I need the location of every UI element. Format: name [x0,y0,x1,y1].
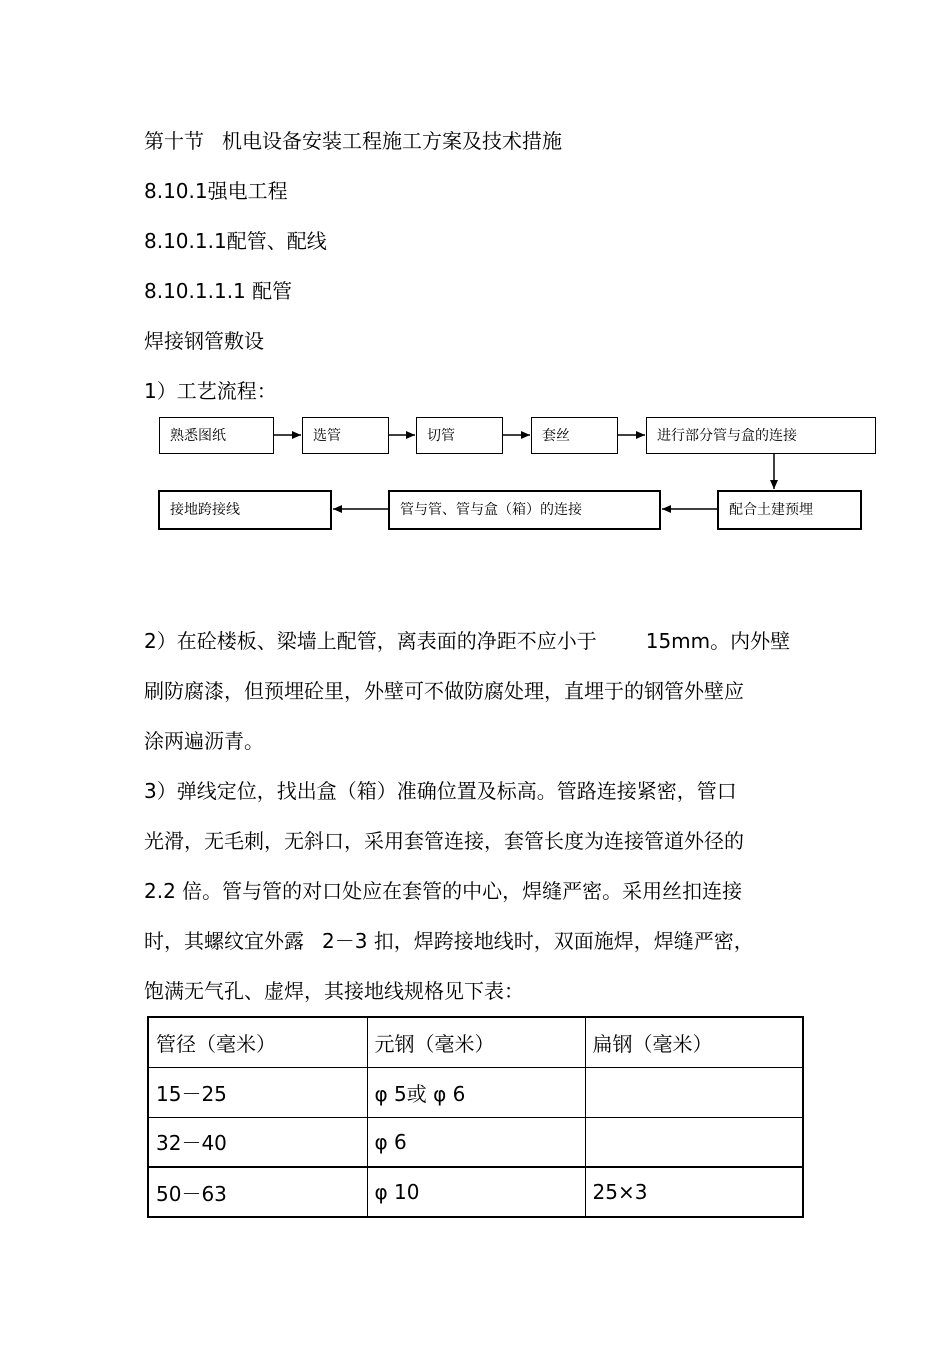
table-cell: 50－63 [148,1167,367,1217]
table-cell: 32－40 [148,1117,367,1167]
table-row [148,1117,803,1167]
table-cell: φ 5或 φ 6 [367,1067,585,1117]
flow-arrows [0,0,950,560]
para2-line2: 刷防腐漆，但预埋砼里，外壁可不做防腐处理，直埋于的钢管外壁应 [144,679,744,703]
table-cell: φ 6 [367,1117,585,1167]
table-cell [585,1067,803,1117]
table-row [148,1167,803,1217]
header-flat-steel: 扁钢（毫米） [585,1017,803,1067]
flow-step-select-pipe: 选管 [302,417,389,454]
flow-step-cut-pipe: 切管 [416,417,503,454]
heading-level-1: 8.10.1强电工程 [144,179,288,203]
flow-step-ground-jumper: 接地跨接线 [158,490,332,530]
para2-line3: 涂两遍沥青。 [144,729,264,753]
table-cell [585,1117,803,1167]
para3-line3: 2.2 倍。管与管的对口处应在套管的中心，焊缝严密。采用丝扣连接 [144,879,743,903]
table-cell: 15－25 [148,1067,367,1117]
table-header-row [148,1017,803,1067]
flow-step-pipe-to-pipe-connection: 管与管、管与盒（箱）的连接 [388,490,661,530]
ground-wire-spec-table [147,1016,804,1218]
section-number: 第十节 [144,129,204,153]
table-cell: φ 10 [367,1167,585,1217]
para3-line5: 饱满无气孔、虚焊，其接地线规格见下表： [144,979,524,1003]
flow-step-embed-with-civil: 配合土建预埋 [717,490,862,530]
table-cell: 25×3 [585,1167,803,1217]
table-row [148,1067,803,1117]
para2-line1: 2）在砼楼板、梁墙上配管，离表面的净距不应小于 15mm。内外壁 [144,629,791,653]
para3-line2: 光滑，无毛刺，无斜口，采用套管连接，套管长度为连接管道外径的 [144,829,744,853]
header-pipe-diameter: 管径（毫米） [148,1017,367,1067]
flow-step-read-drawings: 熟悉图纸 [159,417,274,454]
flow-label: 1）工艺流程： [144,379,277,403]
flow-step-threading: 套丝 [531,417,618,454]
para3-line4: 时，其螺纹宜外露 2－3 扣，焊跨接地线时，双面施焊，焊缝严密， [144,929,754,953]
para3-line1: 3）弹线定位，找出盒（箱）准确位置及标高。管路连接紧密，管口 [144,779,737,803]
heading-level-3: 8.10.1.1.1 配管 [144,279,293,303]
header-round-steel: 元钢（毫米） [367,1017,585,1067]
section-title: 机电设备安装工程施工方案及技术措施 [222,129,562,153]
flow-step-pipe-box-connection: 进行部分管与盒的连接 [646,417,876,454]
heading-level-4: 焊接钢管敷设 [144,329,264,353]
heading-level-2: 8.10.1.1配管、配线 [144,229,327,253]
